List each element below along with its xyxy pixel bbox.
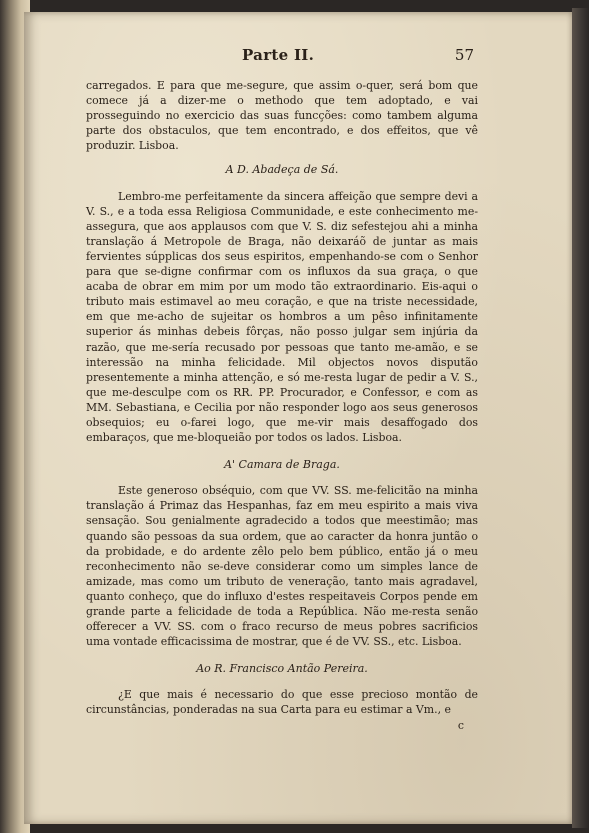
letter-heading-abadeca: A D. Abadeça de Sá. <box>225 163 339 177</box>
letter-body-francisco: ¿E que mais é necessario do que esse precioso montão de circunstâncias, ponderadas na sua Carta para eu estimar a Vm., e <box>86 688 478 717</box>
opening-paragraph: carregados. E para que me-segure, que assim o-quer, será bom que comece já a dizer-me o methodo que tem adoptado, e vai prosseguindo no exercicio das suas funcções: como tambem alguma parte dos obstaculos, que tem encontrado, e dos effeitos, que vê produzir. Lisboa. <box>86 79 478 153</box>
catchword: c <box>457 718 464 732</box>
page-edge <box>572 8 589 828</box>
running-head <box>86 48 478 72</box>
letter-heading-camara: A' Camara de Braga. <box>224 458 340 472</box>
page-number: 57 <box>454 46 474 64</box>
letter-heading-francisco: Ao R. Francisco Antão Pereira. <box>196 662 368 676</box>
letter-body-camara: Este generoso obséquio, com que VV. SS. me-felicitão na minha translação á Primaz das Hespanhas, faz em meu espirito a mais viva sensação. Sou genialmente agradecido a todos que meestimão; mas quando são pessoas da sua ordem, que ao caracter da honra juntão o da probidade, e do ardente zêlo pelo bem público, então já o meu reconhecimento não se-deve considerar como um simples lance de amizade, mas como um tributo de veneração, tanto mais agradavel, quanto conheço, que do influxo d'estes respeitaveis Corpos pende em grande parte a felicidade de toda a República. Não me-resta senão offerecer a VV. SS. com o fraco recurso de meus pobres sacrificios uma vontade efficacissima de mostrar, que é de VV. SS., etc. Lisboa. <box>86 484 478 649</box>
letter-body-abadeca: Lembro-me perfeitamente da sincera affeição que sempre devi a V. S., e a toda essa Religiosa Communidade, e este conhecimento me-assegura, que aos applausos com que V. S. diz sefestejou ahi a minha translação á Metropole de Braga, não deixaráõ de juntar as mais fervientes súpplicas dos seus espiritos, empenhando-se com o Senhor para que se-digne confirmar com os influxos da sua graça, o que acaba de obrar em mim por um modo tão extraordinario. Eis-aqui o tributo mais estimavel ao meu coração, e que na triste necessidade, em que me-acho de sujeitar os hombros a um pêso infinitamente superior ás minhas debeis fôrças, não posso julgar sem injúria da razão, que me-sería recusado por pessoas que tanto me-amão, e se interessão na minha felicidade. Mil objectos novos disputão presentemente a minha attenção, e só me-resta lugar de pedir a V. S., que me-desculpe com os RR. PP. Procurador, e Confessor, e com as MM. Sebastiana, e Cecilia por não responder logo aos seus generosos obsequios; eu o-farei logo, que me-vir mais desaffogado dos embaraços, que me-bloqueião por todos os lados. Lisboa. <box>86 189 478 445</box>
running-title: Parte II. <box>242 46 315 64</box>
page-content <box>86 48 478 733</box>
